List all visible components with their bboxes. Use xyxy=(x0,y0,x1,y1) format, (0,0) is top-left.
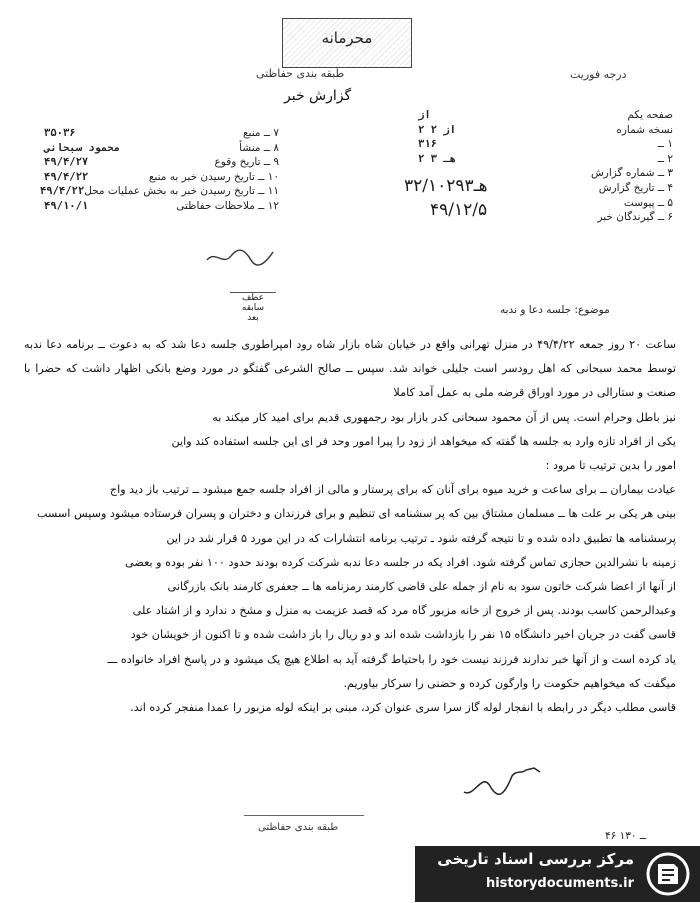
right-field-value: ۲ از ۲ xyxy=(418,123,456,136)
body-paragraph: نیز باطل وحرام است. پس از آن محمود سبحانی کدر بازار بود رجمهوری قدیم برای امید کار میکند به xyxy=(212,410,676,424)
handwritten-scrawl-icon xyxy=(205,246,275,268)
report-body xyxy=(24,333,676,720)
left-field-value: محمود سبحانی xyxy=(44,141,120,154)
right-field-key: ۵ ــ پیوست xyxy=(623,196,673,209)
report-title: گزارش خبر xyxy=(284,88,352,104)
left-field-value: ۴۹/۴/۲۲ xyxy=(44,170,89,183)
left-field-row xyxy=(44,126,279,141)
reference-note-text: عطف سابقه بعد xyxy=(241,293,265,323)
left-field-key: ۱۰ ــ تاریخ رسیدن خبر به منبع xyxy=(148,170,279,183)
body-paragraph: وعبدالرحمن کاسب بودند. پس از خروج از خانه مزبور گاه مرد که قصد عزیمت به منزل و مشخ د ندارد و از اشتاد علی xyxy=(132,604,676,618)
subject-line: موضوع: جلسه دعا و ندبه xyxy=(500,304,610,316)
left-field-value: ۴۹/۱۰/۱ xyxy=(44,199,89,212)
body-paragraph: از آنها از اعضا شرکت خاتون سود به نام از جمله علی قاضی کارمند رمزنامه ها ــ جعفری کارمند بانک بازرگانی xyxy=(167,580,676,594)
signature-icon xyxy=(460,762,550,802)
left-field-key: ۹ ــ تاریخ وقوع xyxy=(214,156,279,169)
right-field-row xyxy=(418,108,673,123)
left-field-value: ۴۹/۴/۲۷ xyxy=(44,156,89,169)
classification-stamp xyxy=(282,18,412,68)
right-field-value: از xyxy=(418,109,431,121)
body-paragraph: عیادت بیماران ــ برای ساعت و خرید میوه برای آنان که برای پرستار و مالی از افراد جلسه جمع میشود ــ ترتیب باز دید واج xyxy=(109,483,676,497)
footer-classification-label: طبقه بندی حفاظتی xyxy=(258,822,339,833)
left-field-value: ۳۵۰۳۶ xyxy=(44,127,76,139)
archive-logo-icon xyxy=(646,852,690,896)
reference-note xyxy=(230,292,276,323)
left-field-row xyxy=(44,199,279,214)
page-code: ۴۶ ــ ۱۳۰ xyxy=(605,830,647,842)
right-field-key: نسخه شماره xyxy=(616,123,673,136)
right-field-key: ۴ ــ تاریخ گزارش xyxy=(598,181,673,194)
right-field-row xyxy=(418,152,673,167)
body-paragraph: ساعت ۲۰ روز جمعه ۴۹/۴/۲۲ در منزل تهرانی واقع در خیابان شاه بازار شاه رود امپراطوری جلسه دعا شد که به دعوت ــ برنامه دعا ندبه توسط محمد سبحانی که اهل رودسر است جلیلی خواند شد. سپس ــ صالح الشرعی گفتگو در مورد وضع بانکی اظهار داشت که حضرا با صنعت و ستارالی در مورد اوراق قرضه ملی به عمل آمد کاملا xyxy=(24,338,677,400)
right-field-row xyxy=(418,123,673,138)
right-field-key: ۳ ــ شماره گزارش xyxy=(590,167,673,180)
left-field-key: ۱۱ ــ تاریخ رسیدن خبر به بخش عملیات محل xyxy=(84,185,279,198)
right-field-key: ۶ ــ گیرندگان خبر xyxy=(597,211,673,224)
left-field-key: ۷ ــ منبع xyxy=(242,127,279,139)
handwritten-report-date: ۴۹/۱۲/۵ xyxy=(430,200,488,220)
watermark-title: مرکز بررسی اسناد تاریخی xyxy=(437,850,634,868)
right-field-key: ۱ ــ xyxy=(657,138,673,151)
archive-watermark xyxy=(415,846,700,902)
body-paragraph: بینی هر یکی بر علت ها ــ مسلمان مشتاق بین که پر سشنامه ای تنظیم و برای فرزندان و دختران و پسران فرستاده میشود وسپس اسسب xyxy=(36,507,676,521)
body-paragraph: یکی از افراد تازه وارد به جلسه ها گفته که میخواهد از زود را پیرا امور وحد فر ای این جلسه استفاده کند واین xyxy=(171,434,676,448)
body-paragraph: زمینه با نشرالدین حجازی تماس گرفته شود. افراد یکه در جلسه دعا ندبه شرکت کرده بودند حدود ۱۰۰ نفر بوده و بعضی xyxy=(125,555,676,569)
left-field-key: ۸ ــ منشأ xyxy=(239,141,279,154)
left-field-value: ۴۹/۴/۲۲ xyxy=(39,185,85,198)
watermark-url: historydocuments.ir xyxy=(485,876,634,891)
left-field-key: ۱۲ ــ ملاحظات حفاظتی xyxy=(176,199,279,212)
urgency-label: درجه فوریت xyxy=(570,68,627,81)
right-field-value: ۲ هـ ۳ xyxy=(418,152,456,165)
handwritten-report-number: ۳هـ۲/۱۰۲۹۳ xyxy=(404,176,488,196)
left-field-row xyxy=(44,155,279,170)
signature-line xyxy=(244,815,364,816)
body-paragraph: میگفت که میخواهیم حکومت را وارگون کرده و حضنی را سرکار بیاوریم. xyxy=(343,676,676,690)
body-paragraph: یاد کرده است و از آنها خبر ندارند فرزند نیست خود را باحتیاط گرفته آید به اطلاع هیچ یک میشود و در پاسخ افراد خانواده ـــ xyxy=(107,652,676,666)
classification-label: طبقه بندی حفاظتی xyxy=(256,67,345,80)
body-paragraph: امور را بدین ترتیب تا مرود : xyxy=(545,459,676,473)
left-field-row xyxy=(44,141,279,156)
body-paragraph: قاسی مطلب دیگر در رابطه با انفجار لوله گاز سرا سری عنوان کرد، مبنی بر اینکه لوله مزبور را عمدا منفجر کرده اند. xyxy=(130,701,676,715)
left-field-row xyxy=(44,170,279,185)
right-field-row xyxy=(418,137,673,152)
right-field-key: صفحه یکم xyxy=(627,109,673,121)
left-field-row xyxy=(39,184,279,199)
right-field-value: ۳۱۶ xyxy=(418,138,437,151)
left-metadata xyxy=(39,126,279,214)
body-paragraph: پرسشنامه ها تطبیق داده شده و تا نتیجه گرفته شود ـ ترتیب برنامه انتشارات که در این مورد ۵ قرار شد در این xyxy=(166,531,676,545)
body-paragraph: قاسی گفت در جریان اخیر دانشگاه ۱۵ نفر را بازداشت شده اند و دو ریال را باز داشت شده و تا اکنون از خویشان خود xyxy=(130,628,676,642)
right-field-key: ۲ ــ xyxy=(657,152,673,165)
stamp-text: محرمانه xyxy=(321,29,373,47)
